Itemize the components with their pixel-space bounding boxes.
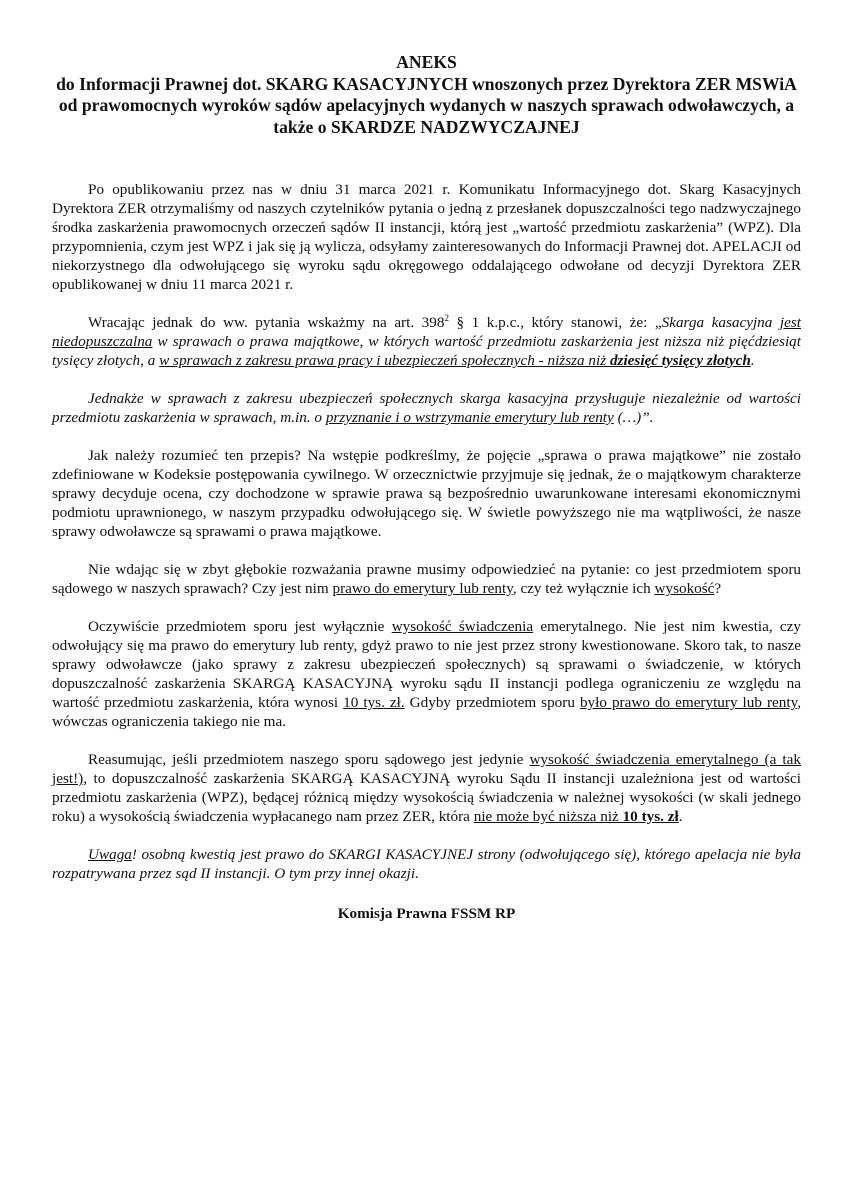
p3-end: (…)”. (613, 409, 654, 426)
p6-middle: emerytalnego. Nie jest nim kwestia, czy odwołujący się ma prawo do emerytury lub renty, gdyż prawo to nie jest przez strony kwestionowane. Skoro tak, to nasze sprawy odwoławcze (jako sprawy z zakresu ubezpieczeń społecznych) są sprawami o świadczenie, w których dopuszczalność zaskarżenia SKARGĄ KASACYJNĄ wyroku sądu II instancji podlega ograniczeniu ze względu na wartość przedmiotu zaskarżenia, która wynosi (52, 618, 802, 711)
paragraph-5 (52, 560, 801, 598)
p6-right-to-pension: było prawo do emerytury lub renty (579, 694, 798, 711)
p7-start: Reasumując, jeśli przedmiotem naszego sporu sądowego jest jedynie (88, 751, 530, 768)
p7-end: . (678, 808, 683, 825)
paragraph-4: Jak należy rozumieć ten przepis? Na wstępie podkreślmy, że pojęcie „sprawa o prawa majątkowe” nie zostało zdefiniowane w Kodeksie postępowania cywilnego. W orzecznictwie przyjmuje się jednak, że o majątkowym charakterze sprawy decyduje ocena, czy dochodzone w sprawie prawa są bezpośrednio uwarunkowane interesami ekonomicznymi podmiotu uprawnionego, w naszym przypadku odwołującego się. W świetle powyższego nie ma wątpliwości, że nasze sprawy odwoławcze są sprawami o prawa majątkowe. (52, 447, 801, 540)
p6-ten-thousand: 10 tys. zł. (343, 694, 405, 711)
p2-quote-middle: w sprawach o prawa majątkowe, w których wartość przedmiotu zaskarżenia jest niższa niż pięćdziesiąt tysięcy złotych, a (52, 333, 801, 369)
p2-superscript: 2 (444, 312, 449, 323)
paragraph-3 (52, 389, 801, 427)
p3-text: Jednakże w sprawach z zakresu ubezpieczeń społecznych skarga kasacyjna przysługuje niezależnie od wartości przedmiotu zaskarżenia w sprawach, m.in. o (52, 390, 801, 426)
paragraph-8 (52, 845, 801, 883)
p2-intro: Wracając jednak do ww. pytania wskażmy na art. 398 (88, 314, 445, 331)
p2-labor-cases: w sprawach z zakresu prawa pracy i ubezpieczeń społecznych - niższa niż (159, 352, 610, 369)
p5-end: ? (714, 580, 722, 597)
paragraph-2 (52, 313, 801, 370)
p2-quote-start: Skarga kasacyjna (661, 314, 780, 331)
signature: Komisja Prawna FSSM RP (337, 905, 516, 922)
p5-amount: wysokość (654, 580, 715, 597)
p6-start: Oczywiście przedmiotem sporu jest wyłącznie (88, 618, 392, 635)
p5-text: Nie wdając się w zbyt głębokie rozważania prawne musimy odpowiedzieć na pytanie: co jest przedmiotem sporu sądowego w naszych sprawach? Czy jest nim (52, 561, 801, 597)
p2-inadmissible: jest niedopuszczalna (52, 314, 801, 350)
p8-text: ! osobną kwestią jest prawo do SKARGI KASACYJNEJ strony (odwołującego się), którego apelacja nie była rozpatrywana przez sąd II instancji. O tym przy innej okazji. (52, 846, 801, 882)
title-aneks: ANEKS (396, 52, 457, 72)
p6-benefit-amount: wysokość świadczenia (391, 618, 534, 635)
paragraph-7 (52, 750, 801, 826)
p7-middle: , to dopuszczalność zaskarżenia SKARGĄ KASACYJNĄ wyroku Sądu II instancji uzależniona jest od wartości przedmiotu zaskarżenia (WPZ), będącej różnicą między wysokością świadczenia w należnej wysokości (w skali jednego roku) a wysokością świadczenia wypłacanego nam przez ZER, która (52, 770, 801, 825)
p6-next: Gdyby przedmiotem sporu (404, 694, 580, 711)
p6-end: , wówczas ograniczenia takiego nie ma. (52, 694, 801, 730)
p7-benefit-amount: wysokość świadczenia emerytalnego (a tak jest!) (52, 751, 801, 787)
paragraph-1: Po opublikowaniu przez nas w dniu 31 marca 2021 r. Komunikatu Informacyjnego dot. Skarg Kasacyjnych Dyrektora ZER otrzymaliśmy od naszych czytelników pytania o jedną z przesłanek dopuszczalności tego nadzwyczajnego środka zaskarżenia prawomocnych orzeczeń sądów II instancji, którą jest „wartość przedmiotu zaskarżenia” (WPZ). Dla przypomnienia, czym jest WPZ i jak się ją wylicza, odsyłamy zainteresowanych do Informacji Prawnej dot. APELACJI od niekorzystnego dla odwołującego się wyroku sądu okręgowego oddalającego odwołane od decyzji Dyrektora ZER opublikowanej w dniu 11 marca 2021 r. (52, 181, 801, 293)
title-subject: do Informacji Prawnej dot. SKARG KASACYJNYCH wnoszonych przez Dyrektora ZER MSWiA od prawomocnych wyroków sądów apelacyjnych wydanych w naszych sprawach odwoławczych, a także o SKARDZE NADZWYCZAJNEJ (56, 73, 797, 137)
p2-article: § 1 k.p.c., który stanowi, że: „ (448, 314, 662, 331)
p2-end: . (750, 352, 755, 369)
p5-middle: , czy też wyłącznie ich (512, 580, 655, 597)
p7-ten-thousand: 10 tys. zł (622, 808, 679, 825)
p3-pension-grant: przyznanie i o wstrzymanie emerytury lub renty (325, 409, 614, 426)
p8-attention: Uwaga (88, 846, 132, 863)
p5-right-to-pension: prawo do emerytury lub renty (332, 580, 513, 597)
p7-not-lower: nie może być niższa niż (473, 808, 623, 825)
p2-ten-thousand: dziesięć tysięcy złotych (609, 352, 751, 369)
paragraph-6 (52, 617, 801, 731)
document-title (52, 52, 801, 138)
